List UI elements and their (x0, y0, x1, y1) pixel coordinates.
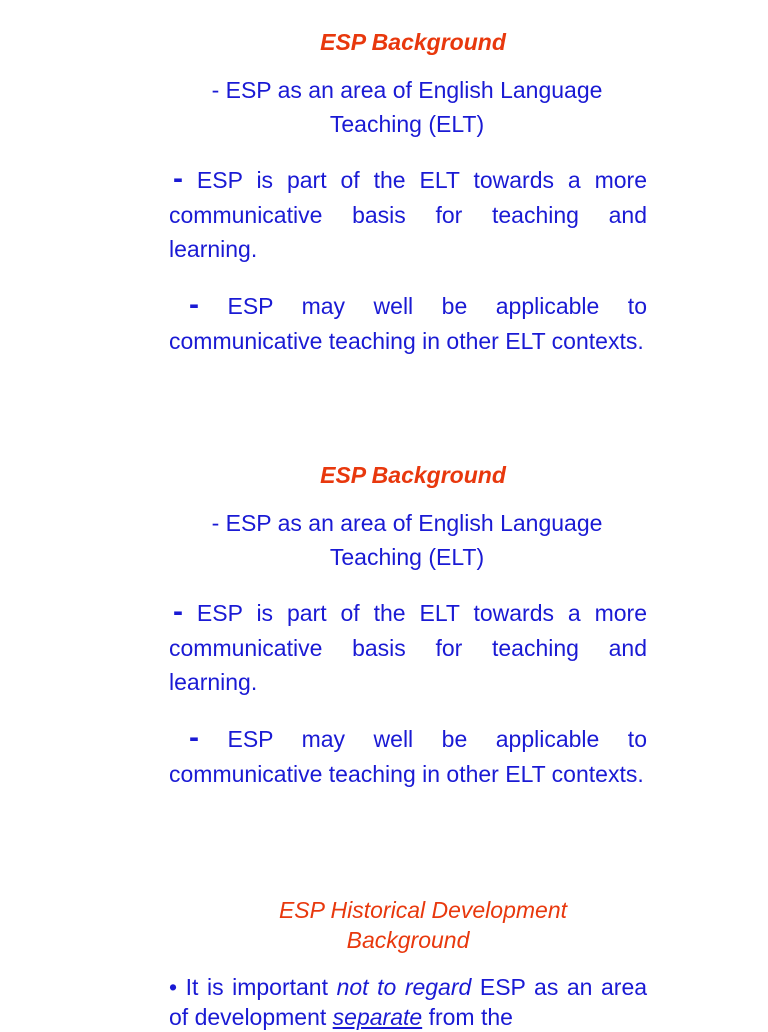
section1-point2-text: ESP may well be applicable to communicative teaching in other ELT contexts. (169, 293, 647, 354)
section2-point1-text: ESP is part of the ELT towards a more communicative basis for teaching and learning. (169, 600, 647, 695)
section2-point2-text: ESP may well be applicable to communicative teaching in other ELT contexts. (169, 726, 647, 787)
section3-text-e: from the (428, 1004, 513, 1030)
dash-marker: - (173, 595, 183, 628)
section3-title-line2: Background (346, 927, 470, 953)
section3-title-line1: ESP Historical Development (278, 897, 568, 923)
section2-title: ESP Background (320, 462, 506, 488)
dash-marker: - (173, 162, 183, 195)
section3-text-c: ESP as an area of development (169, 974, 648, 1030)
dash-marker: - (189, 288, 199, 321)
section3-text-a: It is important (185, 974, 328, 1000)
section3-paragraph (169, 972, 647, 1032)
section1-point1-text: ESP is part of the ELT towards a more communicative basis for teaching and learning. (169, 167, 647, 262)
section3-emphasis-separate: separate (332, 1004, 423, 1030)
section1-subtitle-line1: - ESP as an area of English Language (211, 77, 603, 103)
section2-point1 (169, 596, 647, 700)
section3-emphasis-not-to-regard: not to regard (336, 974, 472, 1000)
section1-title: ESP Background (320, 29, 506, 55)
bullet-marker: • (169, 974, 178, 1000)
section1-point2 (169, 289, 647, 358)
dash-marker: - (189, 721, 199, 754)
section2-point2 (169, 722, 647, 791)
section1-point1 (169, 163, 647, 267)
section2-subtitle-line2: Teaching (ELT) (329, 544, 485, 570)
section1-subtitle-line2: Teaching (ELT) (329, 111, 485, 137)
section2-subtitle-line1: - ESP as an area of English Language (211, 510, 603, 536)
